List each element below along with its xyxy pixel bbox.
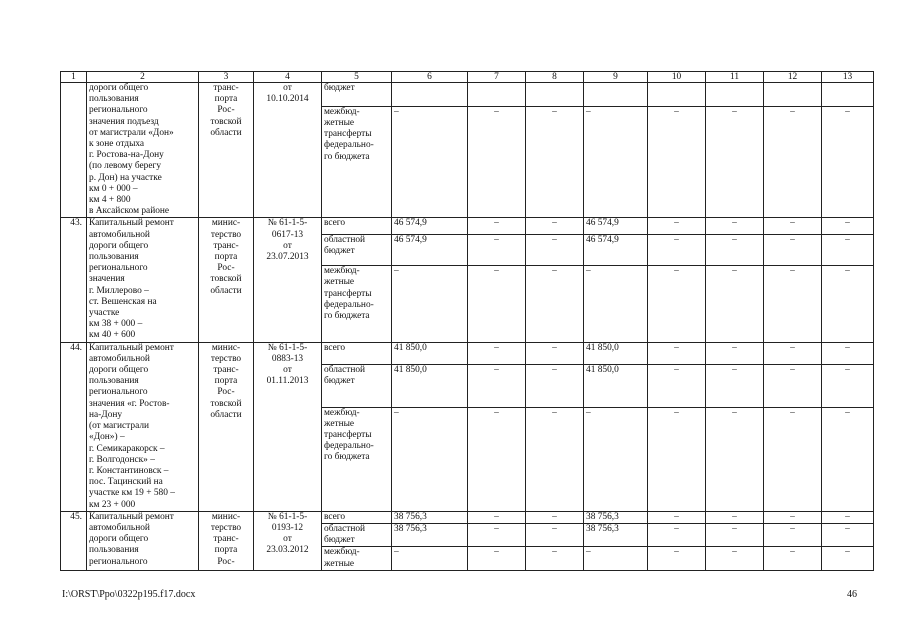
budget-table xyxy=(60,71,874,571)
funding-source: областной бюджет xyxy=(322,523,392,546)
amount-cell: – xyxy=(648,547,706,570)
entry-number: 44. xyxy=(61,342,87,511)
table-body xyxy=(61,72,874,571)
amount-cell: – xyxy=(764,547,822,570)
amount-cell: – xyxy=(526,106,584,218)
amount-cell: – xyxy=(822,511,874,523)
amount-cell: – xyxy=(822,523,874,546)
amount-cell: – xyxy=(526,342,584,364)
amount-cell: 38 756,3 xyxy=(392,511,468,523)
amount-cell: – xyxy=(706,266,764,342)
amount-cell: – xyxy=(764,364,822,407)
amount-cell: – xyxy=(648,523,706,546)
column-number-row xyxy=(61,72,874,83)
funding-source: межбюд- жетные трансферты федерально- го бюджета xyxy=(322,407,392,511)
amount-cell: 46 574,9 xyxy=(392,218,468,234)
amount-cell: – xyxy=(648,266,706,342)
funding-source: межбюд- жетные трансферты федерально- го бюджета xyxy=(322,266,392,342)
amount-cell: – xyxy=(764,218,822,234)
amount-cell: 41 850,0 xyxy=(584,342,648,364)
amount-cell: 46 574,9 xyxy=(584,218,648,234)
column-number: 6 xyxy=(392,72,468,83)
entry-number: 43. xyxy=(61,218,87,342)
object-name: дороги общего пользования регионального значения подъезд от магистрали «Дон» к зоне отдыха г. Ростова-на-Дону (по левому берегу р. Дон) на участке км 0 + 000 – км 4 + 800 в Аксайском районе xyxy=(87,83,199,218)
column-number: 10 xyxy=(648,72,706,83)
amount-cell: – xyxy=(468,407,526,511)
amount-cell: – xyxy=(526,547,584,570)
amount-cell: – xyxy=(764,106,822,218)
amount-cell: – xyxy=(822,364,874,407)
amount-cell: – xyxy=(392,407,468,511)
amount-cell: – xyxy=(526,523,584,546)
amount-cell xyxy=(764,83,822,107)
amount-cell: – xyxy=(764,407,822,511)
table-row xyxy=(61,342,874,364)
funding-source: всего xyxy=(322,511,392,523)
customer-org: минис- терство транс- порта Рос- товской области xyxy=(199,342,254,511)
amount-cell: 38 756,3 xyxy=(584,511,648,523)
amount-cell: – xyxy=(706,234,764,265)
amount-cell: – xyxy=(526,407,584,511)
amount-cell: – xyxy=(526,511,584,523)
funding-source: бюджет xyxy=(322,83,392,107)
column-number: 4 xyxy=(254,72,322,83)
amount-cell: – xyxy=(392,266,468,342)
table-row xyxy=(61,511,874,523)
amount-cell xyxy=(584,83,648,107)
amount-cell: – xyxy=(706,364,764,407)
column-number: 1 xyxy=(61,72,87,83)
amount-cell: – xyxy=(648,364,706,407)
amount-cell: – xyxy=(822,266,874,342)
customer-org: транс- порта Рос- товской области xyxy=(199,83,254,218)
column-number: 12 xyxy=(764,72,822,83)
funding-source: всего xyxy=(322,218,392,234)
amount-cell: – xyxy=(526,218,584,234)
amount-cell: – xyxy=(764,511,822,523)
funding-source: межбюд- жетные xyxy=(322,547,392,570)
amount-cell: 41 850,0 xyxy=(392,364,468,407)
amount-cell: – xyxy=(764,523,822,546)
amount-cell: – xyxy=(648,342,706,364)
amount-cell: – xyxy=(822,547,874,570)
amount-cell: – xyxy=(468,218,526,234)
entry-number xyxy=(61,83,87,218)
expertise-document: № 61-1-5- 0883-13 от 01.11.2013 xyxy=(254,342,322,511)
expertise-document: от 10.10.2014 xyxy=(254,83,322,218)
column-number: 8 xyxy=(526,72,584,83)
object-name: Капитальный ремонт автомобильной дороги общего пользования регионального значения «г. Ростов- на-Дону (от магистрали «Дон») – г. Семикаракорск – г. Волгодонск» – г. Константиновск – пос. Тацинский на участке км 19 + 580 – км 23 + 000 xyxy=(87,342,199,511)
amount-cell: – xyxy=(822,218,874,234)
expertise-document: № 61-1-5- 0193-12 от 23.03.2012 xyxy=(254,511,322,570)
amount-cell: – xyxy=(822,234,874,265)
amount-cell xyxy=(468,83,526,107)
amount-cell: – xyxy=(526,266,584,342)
page-number: 46 xyxy=(847,589,857,600)
amount-cell: – xyxy=(706,342,764,364)
amount-cell: – xyxy=(468,106,526,218)
amount-cell xyxy=(706,83,764,107)
amount-cell xyxy=(822,83,874,107)
amount-cell: – xyxy=(764,234,822,265)
amount-cell: – xyxy=(584,407,648,511)
amount-cell: – xyxy=(822,342,874,364)
funding-source: межбюд- жетные трансферты федерально- го бюджета xyxy=(322,106,392,218)
amount-cell: – xyxy=(468,523,526,546)
amount-cell: – xyxy=(706,407,764,511)
amount-cell: – xyxy=(648,234,706,265)
amount-cell: – xyxy=(526,234,584,265)
amount-cell: – xyxy=(764,342,822,364)
amount-cell: 38 756,3 xyxy=(392,523,468,546)
column-number: 9 xyxy=(584,72,648,83)
amount-cell: – xyxy=(648,407,706,511)
column-number: 3 xyxy=(199,72,254,83)
amount-cell: – xyxy=(648,511,706,523)
amount-cell: 46 574,9 xyxy=(584,234,648,265)
amount-cell: – xyxy=(706,106,764,218)
amount-cell: – xyxy=(468,266,526,342)
amount-cell: – xyxy=(822,407,874,511)
column-number: 13 xyxy=(822,72,874,83)
column-number: 5 xyxy=(322,72,392,83)
funding-source: областной бюджет xyxy=(322,234,392,265)
amount-cell: – xyxy=(392,547,468,570)
column-number: 2 xyxy=(87,72,199,83)
footer-file-path: I:\ORST\Ppo\0322p195.f17.docx xyxy=(62,589,196,600)
amount-cell: – xyxy=(706,523,764,546)
amount-cell: 41 850,0 xyxy=(584,364,648,407)
customer-org: минис- терство транс- порта Рос- товской области xyxy=(199,218,254,342)
entry-number: 45. xyxy=(61,511,87,570)
amount-cell: – xyxy=(648,218,706,234)
amount-cell: – xyxy=(648,106,706,218)
amount-cell: – xyxy=(822,106,874,218)
customer-org: минис- терство транс- порта Рос- xyxy=(199,511,254,570)
amount-cell: – xyxy=(706,218,764,234)
amount-cell: – xyxy=(764,266,822,342)
amount-cell: – xyxy=(526,364,584,407)
amount-cell: – xyxy=(706,547,764,570)
amount-cell: – xyxy=(584,266,648,342)
amount-cell: 38 756,3 xyxy=(584,523,648,546)
funding-source: всего xyxy=(322,342,392,364)
object-name: Капитальный ремонт автомобильной дороги общего пользования регионального значения г. Миллерово – ст. Вешенская на участке км 38 + 000 – км 40 + 600 xyxy=(87,218,199,342)
amount-cell: – xyxy=(468,364,526,407)
column-number: 7 xyxy=(468,72,526,83)
expertise-document: № 61-1-5- 0617-13 от 23.07.2013 xyxy=(254,218,322,342)
amount-cell: 46 574,9 xyxy=(392,234,468,265)
amount-cell xyxy=(392,83,468,107)
amount-cell: 41 850,0 xyxy=(392,342,468,364)
amount-cell: – xyxy=(468,234,526,265)
amount-cell: – xyxy=(468,342,526,364)
amount-cell: – xyxy=(584,547,648,570)
object-name: Капитальный ремонт автомобильной дороги общего пользования регионального xyxy=(87,511,199,570)
amount-cell xyxy=(526,83,584,107)
amount-cell: – xyxy=(706,511,764,523)
amount-cell: – xyxy=(584,106,648,218)
amount-cell: – xyxy=(392,106,468,218)
table-row xyxy=(61,83,874,107)
amount-cell: – xyxy=(468,547,526,570)
amount-cell xyxy=(648,83,706,107)
column-number: 11 xyxy=(706,72,764,83)
amount-cell: – xyxy=(468,511,526,523)
table-row xyxy=(61,218,874,234)
funding-source: областной бюджет xyxy=(322,364,392,407)
